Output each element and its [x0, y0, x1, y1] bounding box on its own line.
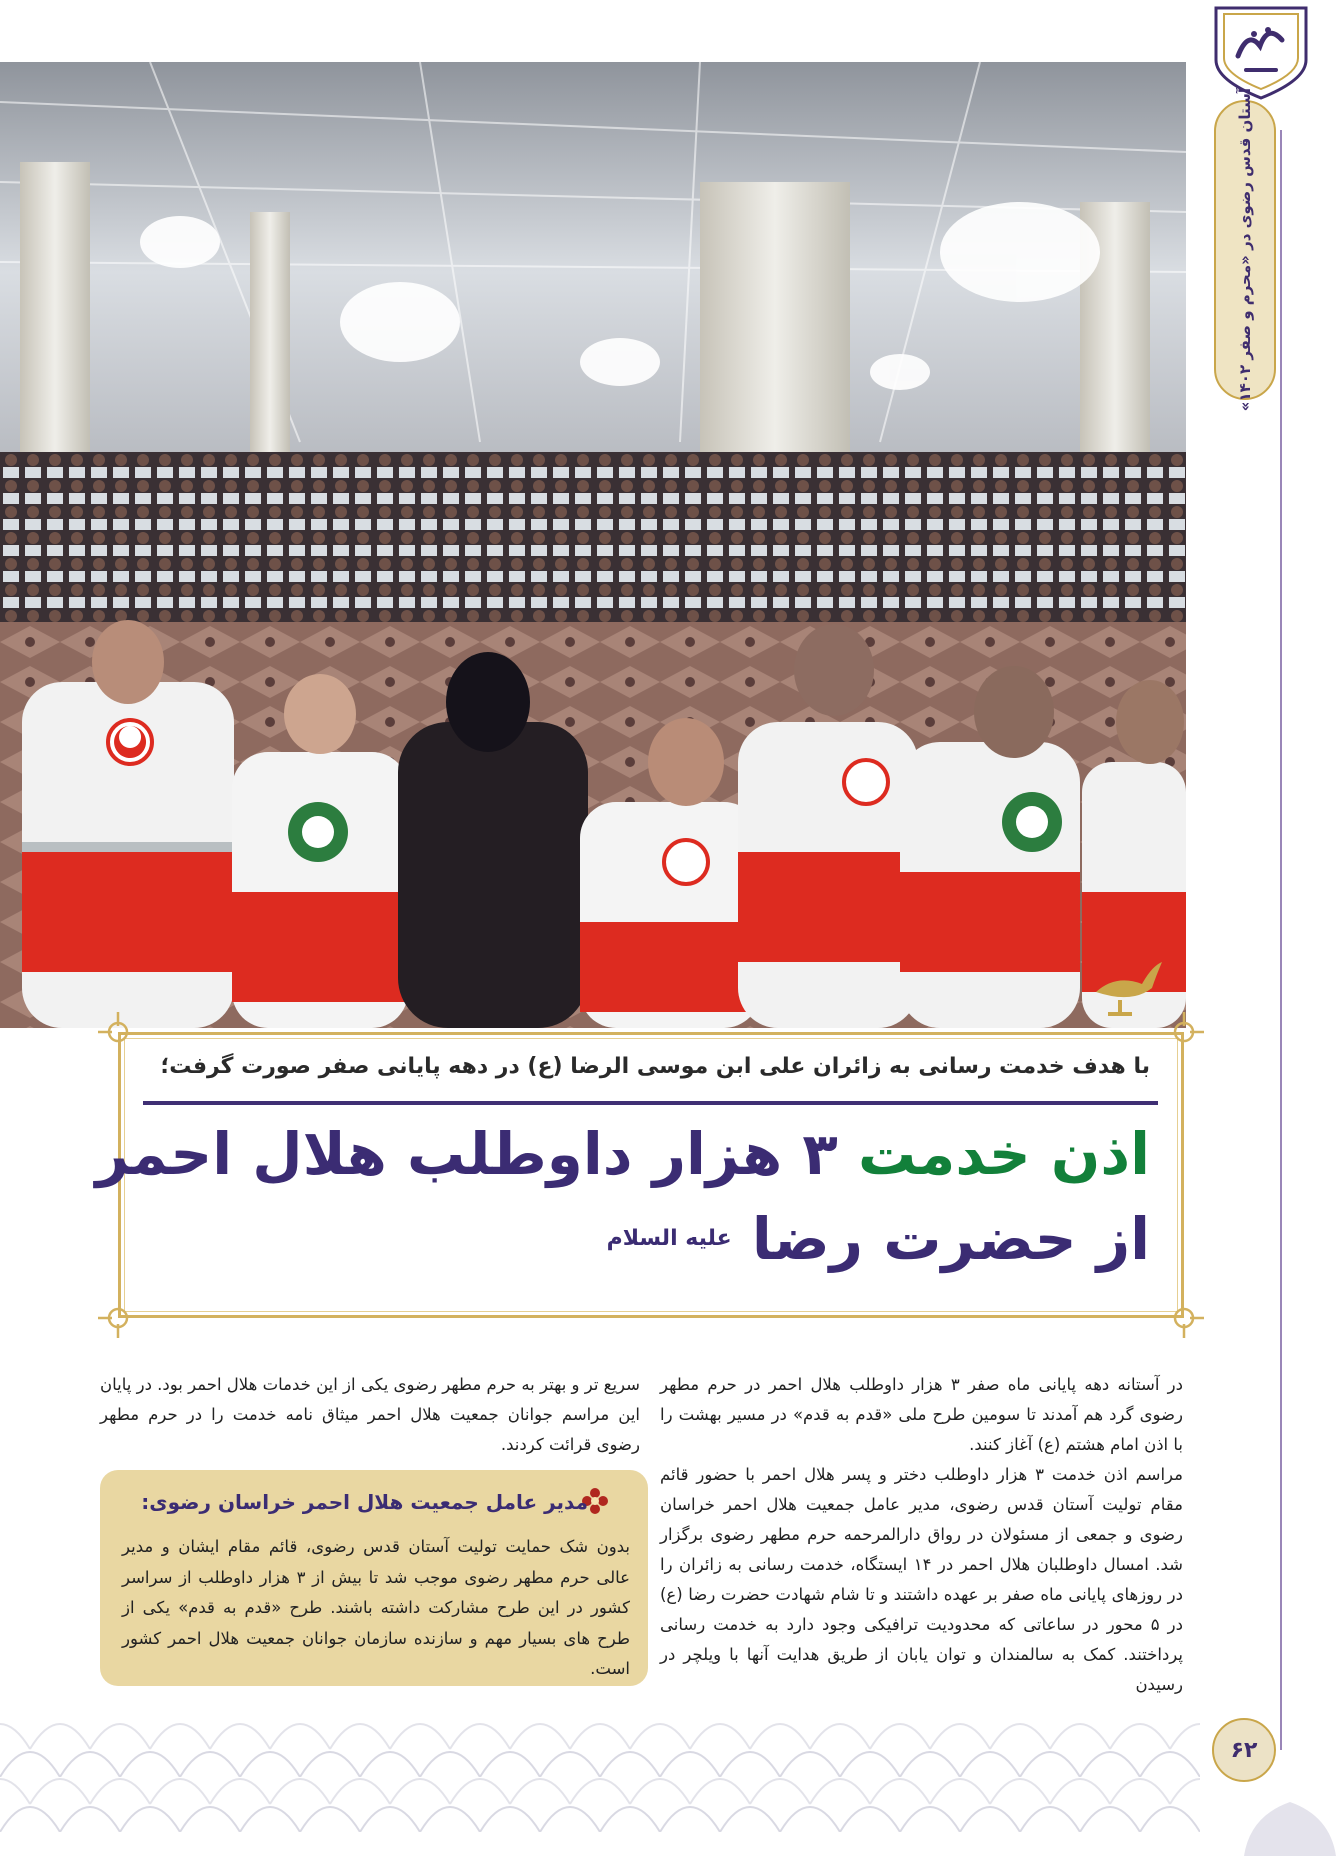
paragraph: در آستانه دهه پایانی ماه صفر ۳ هزار داوطلب هلال احمر در حرم مطهر رضوی گرد هم آمدند تا سومین طرح ملی «قدم به قدم» در مسیر بهشت را با اذن امام هشتم (ع) آغاز کنند.: [660, 1375, 1183, 1454]
title-honorific: علیه السلام: [606, 1226, 732, 1251]
decorative-pattern: [0, 1722, 1200, 1832]
quote-text: بدون شک حمایت تولیت آستان قدس رضوی، قائم مقام ایشان و مدیر عالی حرم مطهر رضوی موجب شد تا بیش از ۳ هزار داوطلب از سراسر کشور در این طرح مشارکت داشته باشند. طرح «قدم به قدم» یکی از طرح های بسیار مهم و سازنده سازمان جوانان جمعیت هلال احمر کشور است.: [122, 1537, 630, 1678]
sidebar-rule: [1280, 130, 1282, 1750]
page-number: ۶۲: [1212, 1718, 1276, 1782]
title-rest: ۳ هزار داوطلب هلال احمر: [95, 1120, 859, 1188]
issue-caption: آستان قدس رضوی در «محرم و صفر ۱۴۰۲»: [1236, 88, 1254, 412]
title-highlight: اذن خدمت: [858, 1120, 1150, 1188]
article-subtitle: با هدف خدمت رسانی به زائران علی ابن موسی الرضا (ع) در دهه پایانی صفر صورت گرفت؛: [160, 1054, 1150, 1079]
magazine-logo: [1198, 0, 1324, 100]
hero-photo: [0, 62, 1186, 1028]
corner-ornament: [1244, 1790, 1336, 1856]
article-title-line-2: [140, 1200, 1150, 1278]
article-column-right: [660, 1370, 1183, 1700]
article-column-left: [100, 1370, 640, 1460]
frame-ornament-top-left: [96, 1010, 140, 1054]
title-divider: [143, 1101, 1158, 1105]
quote-heading: مدیر عامل جمعیت هلال احمر خراسان رضوی:: [141, 1490, 588, 1514]
paragraph: سریع تر و بهتر به حرم مطهر رضوی یکی از این خدمات هلال احمر بود. در پایان این مراسم جوانان جمعیت هلال احمر میثاق نامه خدمت را در حرم مطهر رضوی قرائت کردند.: [100, 1375, 640, 1454]
article-title-line-1: [95, 1115, 1150, 1193]
frame-ornament-top-right: [1162, 1010, 1206, 1054]
lamp-icon: [1086, 950, 1166, 1020]
paragraph: مراسم اذن خدمت ۳ هزار داوطلب دختر و پسر هلال احمر با حضور قائم مقام تولیت آستان قدس رضوی، مدیر عامل جمعیت هلال احمر خراسان رضوی و جمعی از مسئولان در رواق دارالمرحمه حرم مطهر رضوی برگزار شد. امسال داوطلبان هلال احمر در ۱۴ ایستگاه، خدمت رسانی به زائران را در روزهای پایانی ماه صفر بر عهده داشتند و تا شام شهادت حضرت رضا (ع) در ۵ محور در ساعاتی که محدودیت ترافیکی وجود دارد به خدمت رسانی پرداختند. کمک به سالمندان و توان یابان از طریق هدایت آنها با ویلچر در رسیدن: [660, 1465, 1183, 1694]
frame-ornament-bottom-left: [96, 1296, 140, 1340]
photo-illustration: [0, 62, 1186, 1028]
title-line-2-text: از حضرت رضا: [751, 1205, 1150, 1273]
frame-ornament-bottom-right: [1162, 1296, 1206, 1340]
